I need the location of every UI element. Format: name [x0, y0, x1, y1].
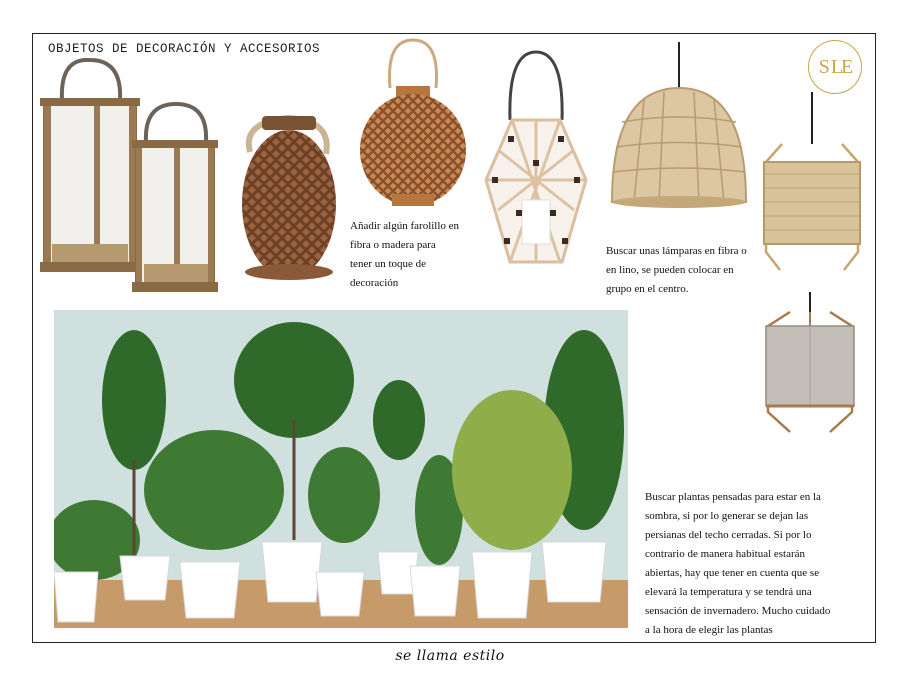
- note-line: Buscar plantas pensadas para estar en la: [645, 491, 821, 503]
- note-line: Añadir algún farolillo en: [350, 220, 460, 232]
- note-line: grupo en el centro.: [606, 283, 689, 295]
- lantern-note: [350, 217, 459, 293]
- plants-note: [645, 488, 830, 640]
- note-line: sombra, si por lo generar se dejan las: [645, 510, 809, 522]
- note-line: contrario de manera habitual estarán: [645, 548, 806, 560]
- rattan-lantern-rope-image: [240, 112, 338, 282]
- wooden-lantern-pair-image: [40, 58, 220, 296]
- footer-signature: se llama estilo: [395, 648, 505, 664]
- note-line: tener un toque de: [350, 258, 427, 270]
- note-line: elevará la temperatura y se tendrá una: [645, 586, 812, 598]
- lamps-note: [606, 242, 747, 299]
- note-line: sensación de invernadero. Mucho cuidado: [645, 605, 831, 617]
- page-title: OBJETOS DE DECORACIÓN Y ACCESORIOS: [48, 42, 321, 56]
- note-line: persianas del techo cerradas. Si por lo: [645, 529, 812, 541]
- dome-fiber-pendant-lamp-image: [604, 42, 754, 210]
- note-line: fibra o madera para: [350, 239, 436, 251]
- note-line: Buscar unas lámparas en fibra o: [606, 245, 747, 257]
- bamboo-lantern-candle-image: [480, 50, 592, 272]
- note-line: en lino, se pueden colocar en: [606, 264, 734, 276]
- note-line: abiertas, hay que tener en cuenta que se: [645, 567, 820, 579]
- brand-logo: [808, 40, 862, 94]
- linen-box-pendant-lamp-image: [760, 292, 860, 437]
- logo-monogram: S LE: [818, 55, 852, 78]
- note-line: decoración: [350, 277, 399, 289]
- indoor-plants-photo: [54, 310, 628, 628]
- cylinder-cane-pendant-lamp-image: [760, 92, 864, 274]
- note-line: a la hora de elegir las plantas: [645, 624, 773, 636]
- round-rattan-lantern-image: [358, 36, 468, 208]
- plants-scene-illustration: [54, 310, 628, 628]
